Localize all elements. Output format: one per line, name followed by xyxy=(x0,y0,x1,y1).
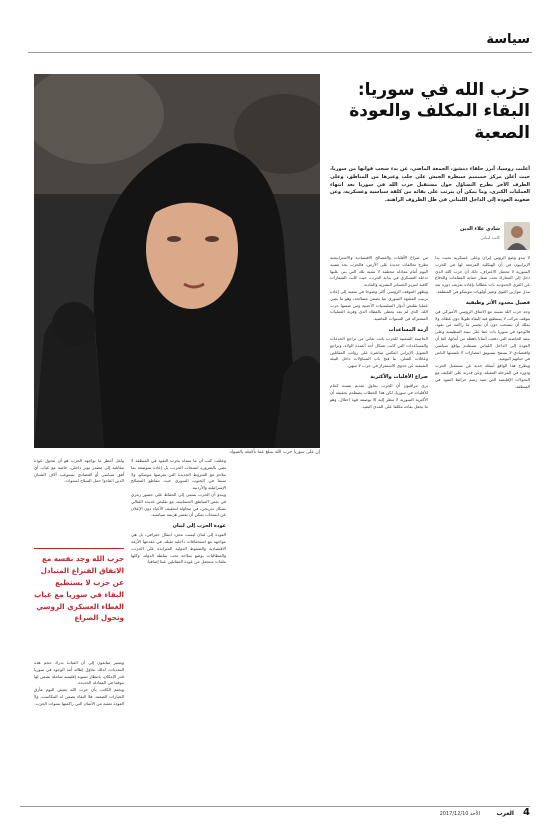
paragraph: وعلقت كتب أن ما سماه بحرب النفوذ في المنطقة لا تعني بالضرورة انسحاب الحزب، بل إعادة تموضعه بما يتلاءم مع الشروط الجديدة التي تفرضها موسكو، ولا سيما في الجنوب السوري حيث تتقاطع المصالح الإسرائيلية والأردنية. xyxy=(131,458,226,491)
column-left-top xyxy=(34,458,124,544)
paragraph: ويطرح هذا الواقع أسئلة جدية عن مستقبل الحزب ودوره في المرحلة المقبلة، وعن قدرته على التكيف مع التحولات الإقليمية التي تعيد رسم خرائط النفوذ في المنطقة. xyxy=(435,363,530,389)
footer-divider xyxy=(20,806,530,807)
article-photo xyxy=(34,74,320,448)
column-middle xyxy=(330,255,428,800)
section-label: سياسة xyxy=(486,32,530,47)
header-divider xyxy=(28,52,532,53)
column-left-bottom xyxy=(34,660,124,800)
page-number: 4 xyxy=(523,807,530,818)
paragraph: ولعل أخطر ما يواجهه الحزب هو أن تتحول عودة مقاتليه إلى مصدر توتر داخلي، خاصة مع غياب أي أفق سياسي أو اقتصادي يستوعب آلاف الشبان الذين اعتادوا حمل السلاح لسنوات. xyxy=(34,458,124,484)
pull-quote: حزب الله وجد نفسه مع الاتفاق الفنزاع المتبادل عن حزب لا يستطيع البقاء في سوريا مع غياب الغطاء العسكري الروسي وتحول الصراع xyxy=(34,548,124,653)
author-role: كاتب لبناني xyxy=(480,235,500,240)
paragraph: لا يبدو وضع الروس إيران وعلى عسكرية بحيث بدا الإيرانيون في أن الهيكلية المزمعة لها في الحرب السورية لا تحتمل الاعتراف، ذلك أن حزب الله الذي دخل إلى المعارك تحت شعار حماية المقامات والدفاع عن القرى الحدودية بات مطالبا بإعادة تعريف دوره بعد تبدل موازين القوى وتغير أولويات موسكو في المنطقة. xyxy=(435,255,530,294)
issue-date: الأحد 2017/12/10 xyxy=(439,811,480,817)
paragraph: الحاضنة الشعبية للحزب باتت تعاني من تراجع الخدمات والمساعدات التي كانت تشكل أحد أعمدة الولاء، وتراجع التمويل الإيراني انعكس مباشرة على رواتب المقاتلين وعائلات القتلى، ما فتح باب التساؤلات داخل البيئة الشيعية عن جدوى الاستمرار في حرب لا تنتهي. xyxy=(330,336,428,369)
article-headline xyxy=(330,80,530,144)
paragraph: العودة إلى لبنان ليست مجرد انتقال جغرافي، بل هي مواجهة مع استحقاقات داخلية ثقيلة، في مقدمها الأزمة الاقتصادية والضغوط الدولية المتزايدة على الحزب، والمطالبات بوضع سلاحه تحت سلطة الدولة، وكلها ملفات ستجعل من عودة المقاتلين عبئا إضافيا. xyxy=(131,532,226,565)
subheading: عودة الحزب إلى لبنان xyxy=(172,523,226,530)
paragraph: ويشير متابعون إلى أن القيادة تدرك حجم هذه التحديات، لذلك تحاول إطالة أمد الوجود في سوريا قدر الإمكان، بانتظار تسوية إقليمية شاملة تضمن لها موقعا في المعادلة الجديدة. xyxy=(34,660,124,686)
paragraph: وجد حزب الله نفسه مع الاتفاق الروسي الأميركي في موقف مركب لا يستطيع فيه البقاء طويلا دون غطاء، ولا يملك أن ينسحب دون أن يخسر ما راكمه من نفوذ، فالوجود في سوريا بات عبئا على بنيته التنظيمية وعلى بيئته الحاضنة التي دفعت أثمانا باهظة من أبنائها، كما أن العودة إلى الداخل اللبناني تصطدم بواقع سياسي واقتصادي لا يسمح بتسويق انتصارات لا يلمسها الناس في حياتهم اليومية. xyxy=(435,308,530,362)
author-name: شادي علاء الدين xyxy=(459,226,500,232)
author-avatar xyxy=(504,222,530,250)
woman-in-hijab-photo xyxy=(34,74,320,448)
column-left-center xyxy=(131,458,226,800)
headline-line-3: الصعبة xyxy=(474,122,530,143)
paragraph: ويظهر الموقف الروسي أكثر وضوحا في سعيه إلى إعادة ترتيب المشهد السوري بما يضمن مصالحه، وهو ما يعني عمليا تقليص أدوار الميليشيات الأجنبية ومن ضمنها حزب الله، الذي لم يعد يحظى بالغطاء الذي وفرته العمليات المشتركة في السنوات الماضية. xyxy=(330,288,428,322)
subheading: فصيل محدود الأثر وظيفية xyxy=(465,299,530,306)
paragraph: ويبدو أن الحزب يسعى إلى الحفاظ على حضور رمزي في بعض المناطق الحساسة، مع تقليص عديده القتالي بشكل تدريجي، في محاولة لتخفيف الأعباء دون الإعلان عن انسحاب يمكن أن يفسر هزيمة سياسية. xyxy=(131,491,226,518)
newspaper-name: العرب xyxy=(496,810,514,817)
paragraph: من صراع الأقليات والمصالح الاقتصادية والاستراتيجية تطرح تحالفات جديدة على الأرض، فالحزب يجد نفسه اليوم أمام معادلة مختلفة لا تشبه تلك التي بنى عليها تدخله العسكري في بداية الحرب، حيث كانت الشعارات كافية لتبرير الخسائر البشرية والمادية. xyxy=(330,255,428,288)
headline-line-2: البقاء المكلف والعودة xyxy=(349,101,530,122)
headline-line-1: حزب الله في سوريا: xyxy=(357,80,530,100)
subheading: صراع الأقليات والأكثرية xyxy=(370,374,428,381)
paragraph: يرى مراقبون أن الحزب يحاول تقديم نفسه كحام للأقليات في سوريا، لكن هذا الخطاب يصطدم بحقيقة أن الأكثرية السورية لا تنظر إليه إلا بوصفه قوة احتلال، وهو ما يجعل بقاءه مكلفا على المدى البعيد. xyxy=(330,383,428,409)
subheading: أزمة المساعدات xyxy=(388,326,428,333)
article-lead: أعلنت روسيا، أبرز حلفاء دمشق، الجمعة الماضي، عن بدء سحب قواتها من سوريا، حيث أعلن مركز حميميم سيطرة الجيش على حلب وغيرها من المناطق، وعلى الطرف الآخر يطرح التساؤل حول مستقبل حزب الله في سوريا بعد انتهاء العمليات الكبرى، وما يمكن أن يترتب على بقائه من كلفة سياسية وعسكرية، وعن صعوبة العودة إلى الداخل اللبناني في ظل الظروف الراهنة. xyxy=(330,166,530,203)
photo-caption: إن على سوريا حزب الله يبتلع عما بأكمله بالسواد xyxy=(229,450,320,455)
page-footer xyxy=(20,807,530,822)
paragraph: ويختم الكاتب بأن حزب الله يعيش اليوم مأزق الخيارات الصعبة، فلا البقاء يضمن له المكاسب، ولا العودة تعفيه من الأثمان التي راكمتها سنوات الحرب. xyxy=(34,687,124,706)
column-right xyxy=(435,255,530,800)
byline xyxy=(435,222,530,250)
